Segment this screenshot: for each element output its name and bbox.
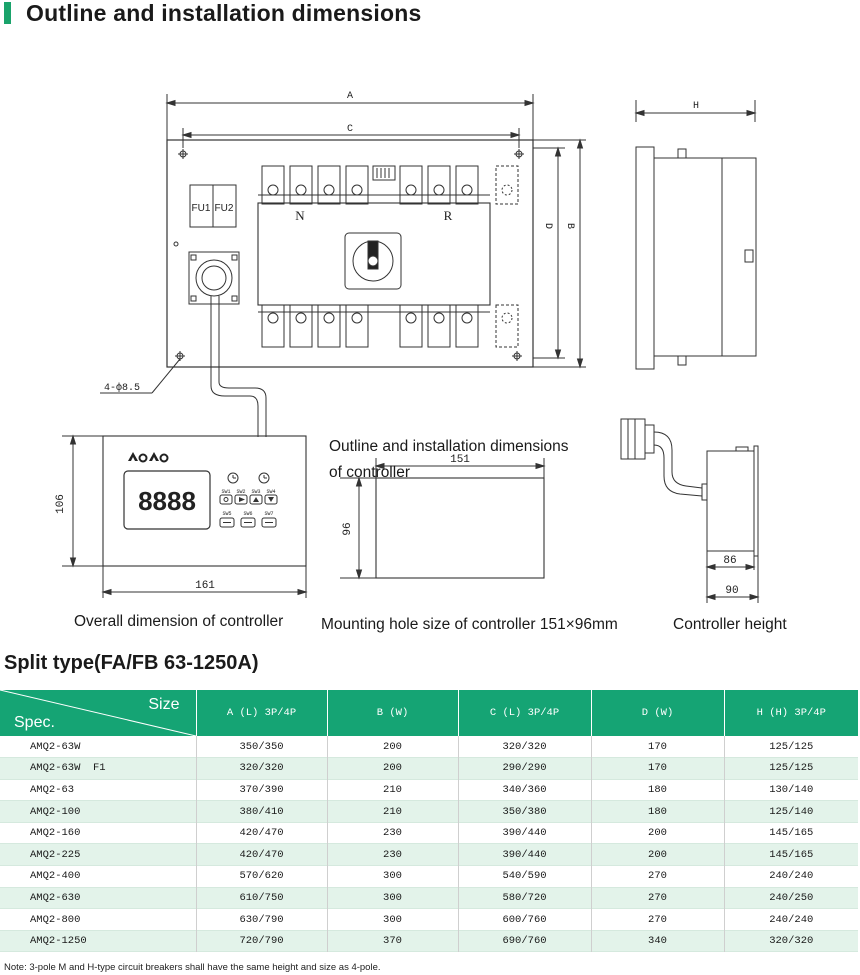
pole-r-label: R [443, 208, 453, 223]
spec-value-cell: 180 [591, 801, 724, 823]
spec-value-cell: 200 [591, 822, 724, 844]
column-header-b: B (W) [327, 690, 458, 736]
table-header-row [0, 690, 858, 736]
dim-c-label: C [346, 124, 354, 135]
switch-label-2: SW2 [236, 489, 246, 495]
table-row [0, 801, 858, 823]
spec-model-cell: AMQ2-225 [0, 844, 196, 866]
spec-value-cell: 270 [591, 866, 724, 888]
table-row [0, 779, 858, 801]
main-unit-side-view [636, 100, 756, 369]
spec-model-cell: AMQ2-800 [30, 913, 81, 926]
spec-value-cell: 300 [327, 887, 458, 909]
mounting-height-dim: 96 [342, 522, 354, 536]
spec-value-cell: 320/320 [724, 930, 858, 952]
spec-value-cell: 420/470 [196, 844, 327, 866]
technical-drawing [0, 30, 860, 640]
side-depth-2-dim: 90 [725, 585, 739, 597]
spec-value-cell: 240/240 [724, 866, 858, 888]
caption-mounting-hole: Mounting hole size of controller 151×96mm [321, 616, 618, 633]
spec-value-cell: 350/380 [458, 801, 591, 823]
spec-value-cell: 230 [327, 822, 458, 844]
controller-front-view [55, 436, 306, 598]
table-row [0, 887, 858, 909]
table-header-corner [0, 690, 196, 736]
column-header-a: A (L) 3P/4P [196, 690, 327, 736]
spec-value-cell: 300 [327, 909, 458, 931]
brand-logo [128, 452, 168, 462]
spec-model-cell: AMQ2-630 [0, 887, 196, 909]
spec-value-cell: 170 [591, 758, 724, 780]
controller-height-dim: 106 [55, 494, 67, 514]
section-title: Split type(FA/FB 63-1250A) [4, 652, 259, 674]
dim-a-label: A [346, 91, 354, 102]
spec-model-cell: AMQ2-63W F1 [0, 758, 196, 780]
bottom-terminals [262, 305, 518, 347]
switch-label-6: SW6 [243, 511, 253, 517]
switch-row-1 [220, 489, 277, 504]
spec-value-cell: 125/125 [724, 736, 858, 758]
spec-value-cell: 320/320 [458, 736, 591, 758]
dim-d-label: D [542, 222, 553, 230]
controller-display-text: 8888 [138, 486, 196, 516]
column-header-h: H (H) 3P/4P [724, 690, 858, 736]
header-spec-label: Spec. [14, 714, 55, 731]
switch-label-3: SW3 [251, 489, 261, 495]
spec-value-cell: 420/470 [196, 822, 327, 844]
spec-value-cell: 340 [591, 930, 724, 952]
top-terminals [262, 166, 518, 204]
header-size-label: Size [148, 696, 180, 713]
table-row [0, 736, 858, 758]
spec-model-cell: AMQ2-100 [0, 801, 196, 823]
spec-value-cell: 270 [591, 887, 724, 909]
fuse-1-label: FU1 [191, 203, 211, 214]
spec-value-cell: 145/165 [724, 822, 858, 844]
spec-value-cell: 125/140 [724, 801, 858, 823]
spec-model-cell: AMQ2-160 [30, 827, 81, 840]
footnote: Note: 3-pole M and H-type circuit breakers shall have the same height and size as 4-pole. [4, 962, 381, 973]
spec-value-cell: 240/240 [724, 909, 858, 931]
pole-n-label: N [295, 208, 305, 223]
spec-value-cell: 390/440 [458, 822, 591, 844]
controller-width-dim: 161 [195, 580, 215, 592]
page-header [0, 0, 860, 26]
spec-value-cell: 130/140 [724, 779, 858, 801]
hole-spec-label: 4-ф8.5 [104, 383, 141, 394]
spec-value-cell: 570/620 [196, 866, 327, 888]
spec-value-cell: 300 [327, 866, 458, 888]
spec-model-cell: AMQ2-400 [30, 870, 81, 883]
spec-value-cell: 370/390 [196, 779, 327, 801]
switch-label-1: SW1 [221, 489, 231, 495]
switch-label-7: SW7 [264, 511, 274, 517]
table-row [0, 930, 858, 952]
spec-value-cell: 720/790 [196, 930, 327, 952]
spec-value-cell: 230 [327, 844, 458, 866]
spec-table [0, 690, 858, 952]
spec-value-cell: 610/750 [196, 887, 327, 909]
spec-value-cell: 380/410 [196, 801, 327, 823]
main-unit-front-view [100, 91, 586, 437]
spec-value-cell: 200 [327, 758, 458, 780]
dim-h-label: H [692, 101, 700, 112]
spec-value-cell: 200 [591, 844, 724, 866]
caption-controller-outline: Outline and installation dimensions of controller [329, 438, 569, 481]
page-title: Outline and installation dimensions [26, 0, 422, 26]
spec-value-cell: 210 [327, 779, 458, 801]
caption-controller-height: Controller height [673, 616, 787, 633]
spec-value-cell: 210 [327, 801, 458, 823]
side-depth-1-dim: 86 [723, 555, 737, 567]
spec-value-cell: 180 [591, 779, 724, 801]
spec-value-cell: 145/165 [724, 844, 858, 866]
spec-model-cell: AMQ2-63W [30, 740, 81, 753]
table-row [0, 758, 858, 780]
spec-value-cell: 600/760 [458, 909, 591, 931]
spec-value-cell: 540/590 [458, 866, 591, 888]
spec-value-cell: 125/125 [724, 758, 858, 780]
table-row [0, 822, 858, 844]
spec-value-cell: 630/790 [196, 909, 327, 931]
spec-value-cell: 170 [591, 736, 724, 758]
table-row [0, 866, 858, 888]
mounting-width-dim: 151 [450, 454, 470, 466]
spec-value-cell: 270 [591, 909, 724, 931]
switch-row-2 [220, 511, 276, 527]
spec-value-cell: 690/760 [458, 930, 591, 952]
spec-model-cell: AMQ2-1250 [0, 930, 196, 952]
spec-value-cell: 580/720 [458, 887, 591, 909]
spec-value-cell: 290/290 [458, 758, 591, 780]
spec-value-cell: 350/350 [196, 736, 327, 758]
caption-overall-dimension: Overall dimension of controller [74, 613, 284, 630]
spec-value-cell: 340/360 [458, 779, 591, 801]
table-row [0, 844, 858, 866]
spec-value-cell: 370 [327, 930, 458, 952]
dim-b-label: B [564, 222, 575, 230]
spec-model-cell: AMQ2-63 [30, 783, 75, 796]
spec-value-cell: 390/440 [458, 844, 591, 866]
fuse-2-label: FU2 [214, 203, 234, 214]
column-header-c: C (L) 3P/4P [458, 690, 591, 736]
spec-value-cell: 200 [327, 736, 458, 758]
table-row [0, 909, 858, 931]
spec-table-body [0, 736, 858, 952]
switch-label-4: SW4 [266, 489, 276, 495]
spec-value-cell: 240/250 [724, 887, 858, 909]
spec-value-cell: 320/320 [196, 758, 327, 780]
switch-label-5: SW5 [222, 511, 232, 517]
controller-side-view [621, 419, 758, 603]
dimension-drawing-svg [0, 30, 860, 640]
column-header-d: D (W) [591, 690, 724, 736]
title-accent-bar [4, 2, 11, 24]
